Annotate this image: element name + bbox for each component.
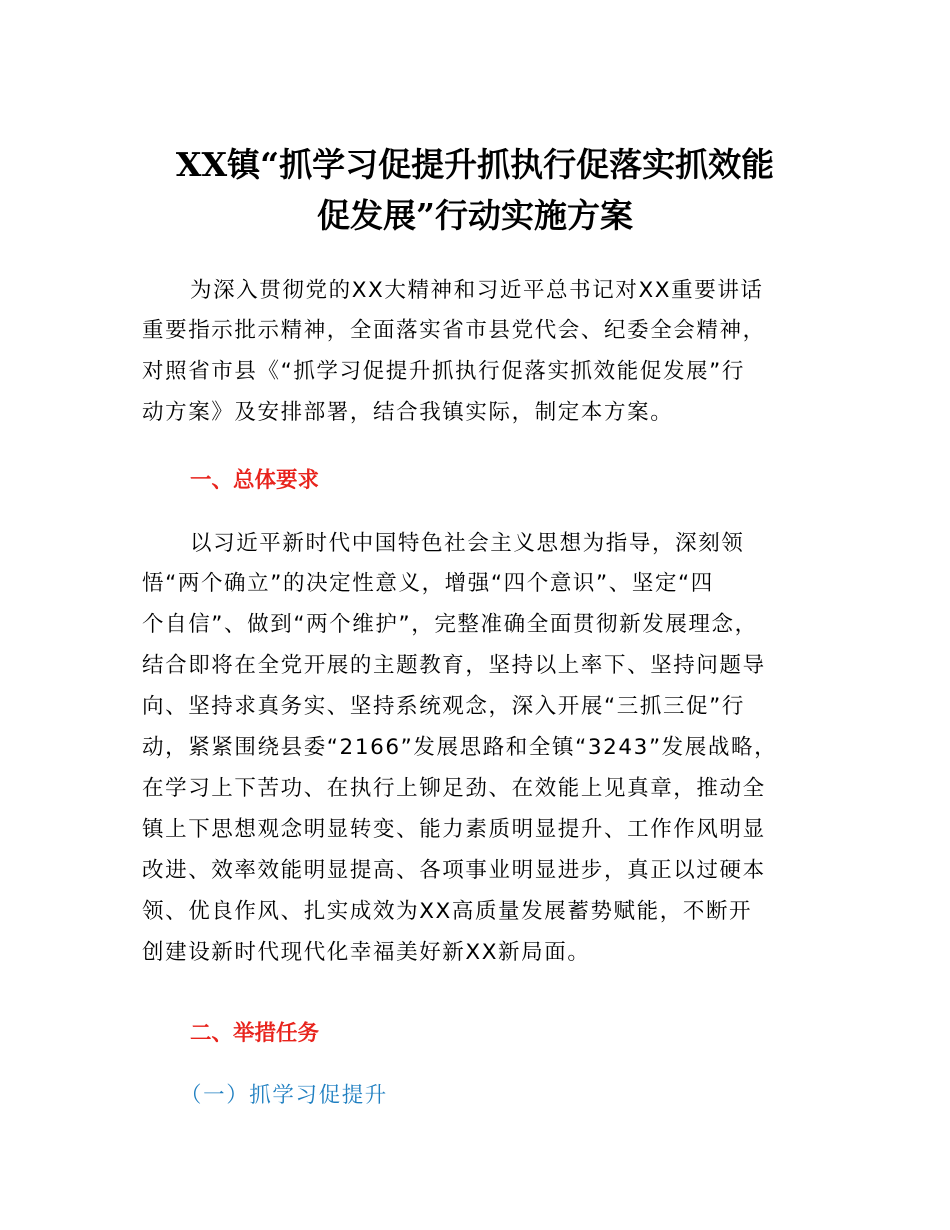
document-title-line-1: XX镇“抓学习促提升抓执行促落实抓效能 bbox=[175, 145, 775, 184]
section1-line: 创建设新时代现代化幸福美好新XX新局面。 bbox=[142, 940, 591, 965]
section1-line: 以习近平新时代中国特色社会主义思想为指导，深刻领 bbox=[190, 531, 745, 556]
section1-line: 结合即将在全党开展的主题教育，坚持以上率下、坚持问题导 bbox=[142, 653, 766, 678]
subsection-heading-study-improve: （一）抓学习促提升 bbox=[180, 1083, 388, 1108]
section1-line: 动，紧紧围绕县委“2166”发展思路和全镇“3243”发展战略， bbox=[142, 735, 778, 760]
document-title-line-2: 促发展”行动实施方案 bbox=[317, 196, 633, 235]
section1-line: 镇上下思想观念明显转变、能力素质明显提升、工作作风明显 bbox=[142, 817, 766, 842]
section1-line: 领、优良作风、扎实成效为XX高质量发展蓄势赋能，不断开 bbox=[142, 899, 753, 924]
section1-line: 改进、效率效能明显提高、各项事业明显进步，真正以过硬本 bbox=[142, 858, 766, 883]
section1-line: 向、坚持求真务实、坚持系统观念，深入开展“三抓三促”行 bbox=[142, 694, 745, 719]
intro-line: 对照省市县《“抓学习促提升抓执行促落实抓效能促发展”行 bbox=[142, 359, 745, 384]
section1-line: 个自信”、做到“两个维护”，完整准确全面贯彻新发展理念， bbox=[142, 612, 758, 637]
section-heading-measures-tasks: 二、举措任务 bbox=[190, 1021, 320, 1046]
intro-line: 重要指示批示精神，全面落实省市县党代会、纪委全会精神， bbox=[142, 318, 766, 343]
section1-line: 悟“两个确立”的决定性意义，增强“四个意识”、坚定“四 bbox=[142, 571, 714, 596]
intro-line: 动方案》及安排部署，结合我镇实际，制定本方案。 bbox=[142, 400, 674, 425]
section1-line: 在学习上下苦功、在执行上铆足劲、在效能上见真章，推动全 bbox=[142, 776, 766, 801]
section-heading-overall-requirements: 一、总体要求 bbox=[190, 468, 320, 493]
intro-line: 为深入贯彻党的XX大精神和习近平总书记对XX重要讲话 bbox=[190, 278, 764, 303]
